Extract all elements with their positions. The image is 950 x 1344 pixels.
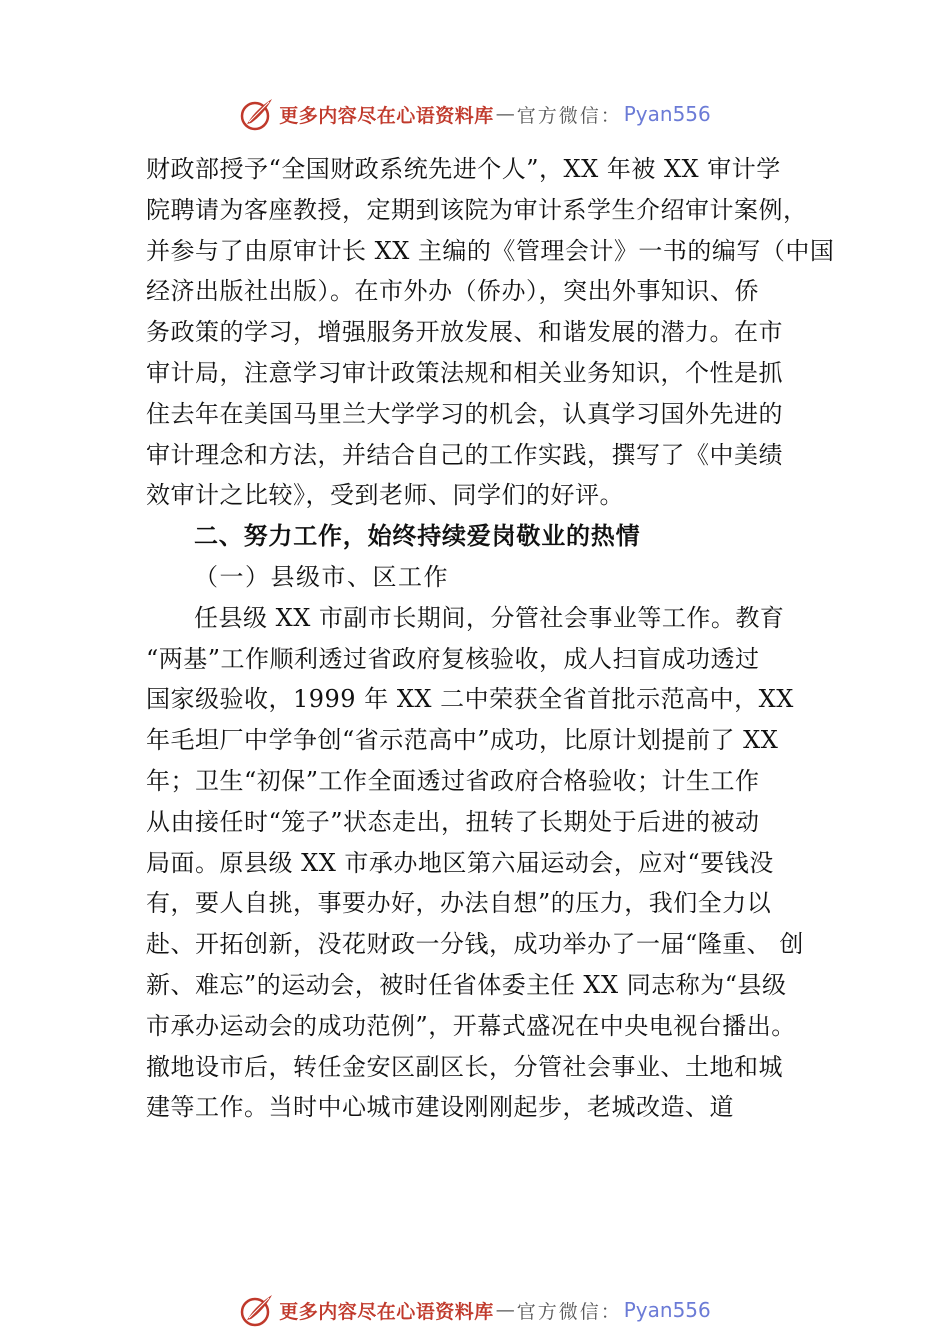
text-line: 建等工作。当时中心城市建设刚刚起步，老城改造、道 bbox=[146, 1093, 734, 1122]
text-line: 年毛坦厂中学争创“省示范高中”成功，比原计划提前了 XX bbox=[146, 726, 779, 755]
text-line: 审计局，注意学习审计政策法规和相关业务知识，个性是抓 bbox=[146, 358, 783, 387]
text-line: 撤地设市后，转任金安区副区长，分管社会事业、土地和城 bbox=[146, 1052, 783, 1081]
banner-wechat-label: 官方微信： bbox=[516, 1300, 622, 1323]
text-line: 市承办运动会的成功范例”，开幕式盛况在中央电视台播出。 bbox=[146, 1011, 796, 1040]
feather-pen-logo-icon bbox=[239, 1292, 275, 1328]
text-line: 任县级 XX 市副市长期间，分管社会事业等工作。教育 bbox=[194, 603, 785, 632]
text-line: 住去年在美国马里兰大学学习的机会，认真学习国外先进的 bbox=[146, 399, 783, 428]
banner-wechat-id: Pyan556 bbox=[623, 1298, 711, 1322]
text-line: 效审计之比较》，受到老师、同学们的好评。 bbox=[146, 481, 624, 510]
text-line: 经济出版社出版）。在市外办（侨办），突出外事知识、侨 bbox=[146, 277, 759, 306]
text-line: 并参与了由原审计长 XX 主编的《管理会计》一书的编写（中国 bbox=[146, 236, 835, 265]
footer-banner bbox=[0, 1290, 950, 1330]
text-line: 从由接任时“笼子”状态走出，扭转了长期处于后进的被动 bbox=[146, 807, 760, 836]
banner-title: 更多内容尽在心语资料库 bbox=[279, 1300, 494, 1323]
text-line: 国家级验收，1999 年 XX 二中荣获全省首批示范高中，XX bbox=[146, 685, 794, 714]
text-line: 有，要人自挑，事要办好，办法自想”的压力，我们全力以 bbox=[146, 889, 772, 918]
text-line: “两基”工作顺利透过省政府复核验收，成人扫盲成功透过 bbox=[146, 644, 760, 673]
banner-separator: — bbox=[495, 103, 515, 125]
section-heading: 二、努力工作，始终持续爱岗敬业的热情 bbox=[194, 521, 641, 551]
text-line: 务政策的学习，增强服务开放发展、和谐发展的潜力。在市 bbox=[146, 318, 783, 347]
text-line: 审计理念和方法，并结合自己的工作实践，撰写了《中美绩 bbox=[146, 440, 783, 469]
banner-separator: — bbox=[495, 1299, 515, 1321]
document-body bbox=[146, 149, 836, 1128]
text-line: 财政部授予“全国财政系统先进个人”，XX 年被 XX 审计学 bbox=[146, 155, 781, 183]
text-line: 新、难忘”的运动会，被时任省体委主任 XX 同志称为“县级 bbox=[146, 970, 787, 999]
banner-title: 更多内容尽在心语资料库 bbox=[279, 104, 494, 127]
text-line: 院聘请为客座教授，定期到该院为审计系学生介绍审计案例， bbox=[146, 195, 808, 224]
text-line: 赴、开拓创新，没花财政一分钱，成功举办了一届“隆重、 创 bbox=[146, 930, 804, 959]
text-line: 局面。原县级 XX 市承办地区第六届运动会，应对“要钱没 bbox=[146, 848, 774, 877]
subsection-heading: （一）县级市、区工作 bbox=[194, 562, 449, 591]
feather-pen-logo-icon bbox=[239, 96, 275, 132]
header-banner bbox=[0, 94, 950, 134]
banner-wechat-id: Pyan556 bbox=[623, 102, 711, 126]
banner-wechat-label: 官方微信： bbox=[516, 104, 622, 127]
text-line: 年；卫生“初保”工作全面透过省政府合格验收；计生工作 bbox=[146, 766, 760, 795]
